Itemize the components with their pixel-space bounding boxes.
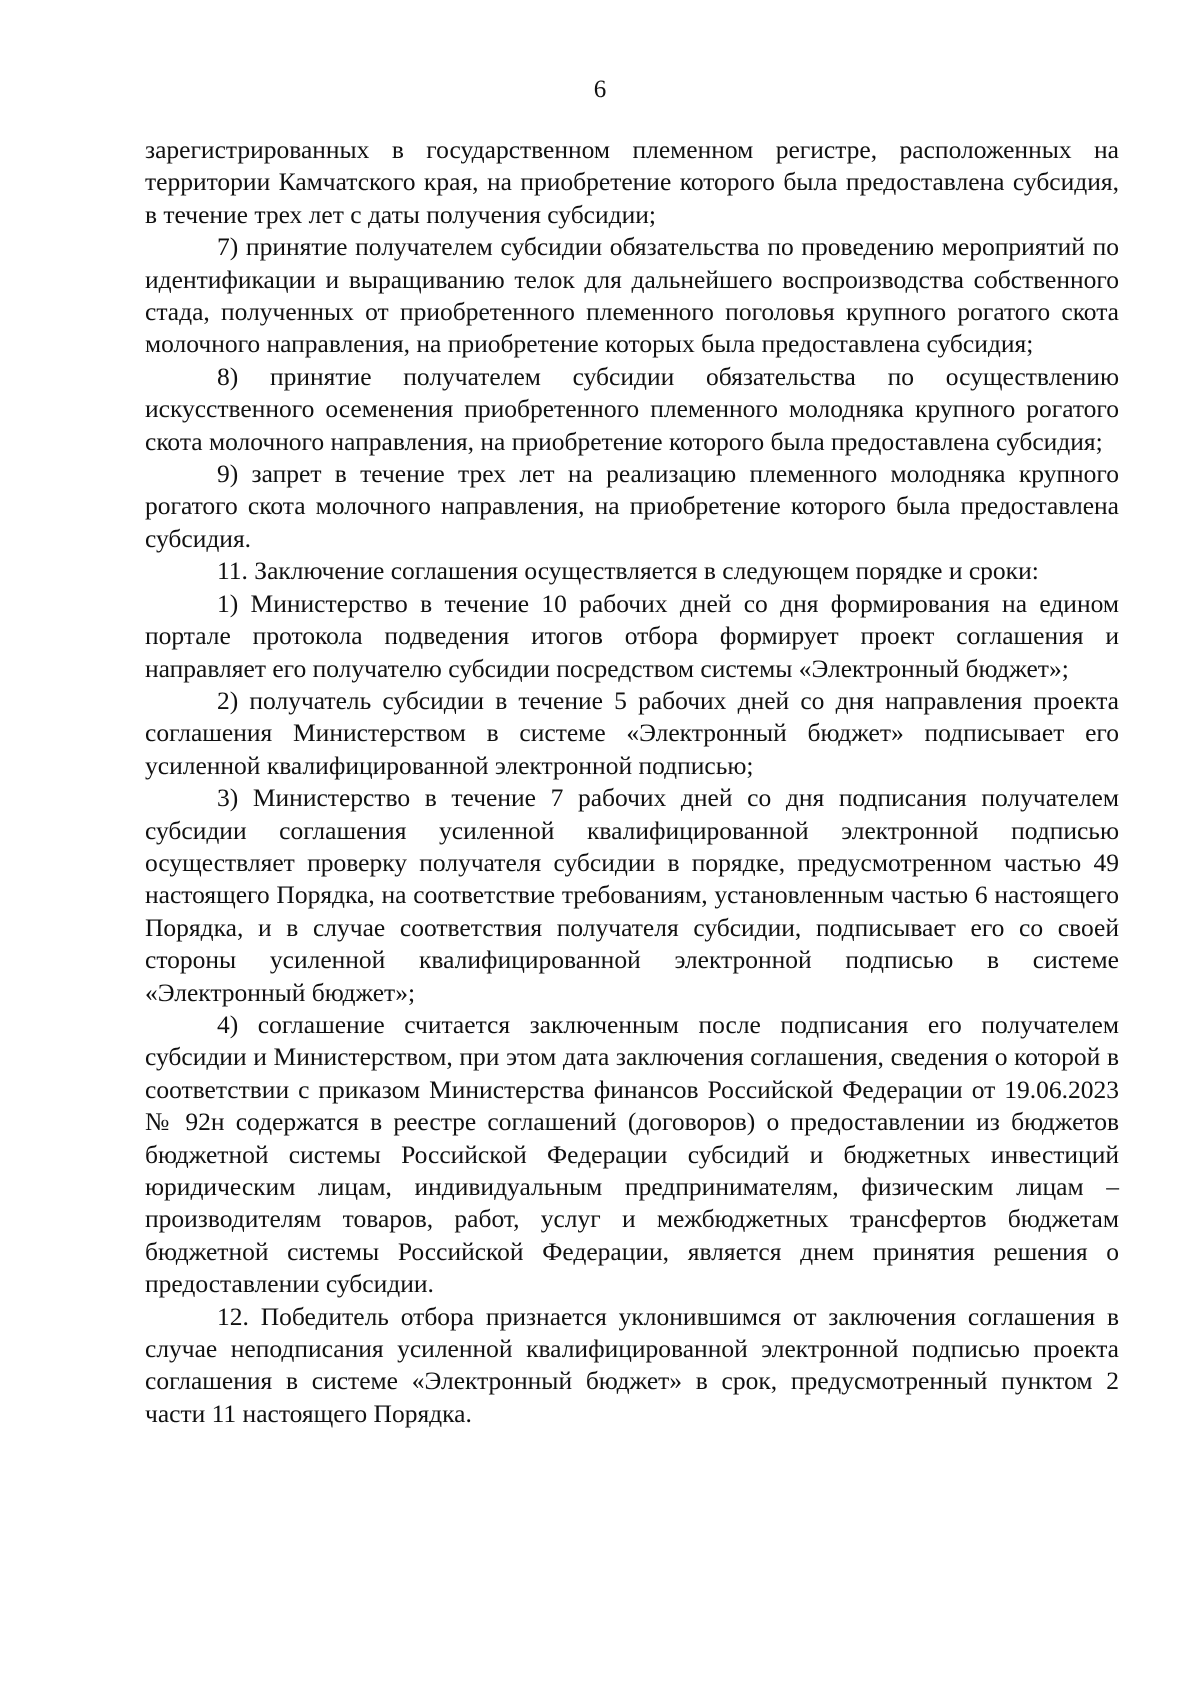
paragraph-item-9: 9) запрет в течение трех лет на реализацию племенного молодняка крупного рогатого скота молочного направления, на приобретение которого была предоставлена субсидия. xyxy=(145,459,1119,553)
paragraph-section-11-item-1: 1) Министерство в течение 10 рабочих дней со дня формирования на едином портале протокола подведения итогов отбора формирует проект соглашения и направляет его получателю субсидии посредством системы «Электронный бюджет»; xyxy=(145,588,1119,683)
paragraph-section-11-item-4: 4) соглашение считается заключенным после подписания его получателем субсидии и Министерством, при этом дата заключения соглашения, сведения о которой в соответствии с приказом Министерства финансов Российской Федерации от 19.06.2023 № 92н содержатся в реестре соглашений (договоров) о предоставлении из бюджетов бюджетной системы Российской Федерации субсидий и бюджетных инвестиций юридическим лицам, индивидуальным предпринимателям, физическим лицам – производителям товаров, работ, услуг и межбюджетных трансфертов бюджетам бюджетной системы Российской Федерации, является днем принятия решения о предоставлении субсидии. xyxy=(145,1009,1119,1299)
page-number: 6 xyxy=(593,76,607,103)
paragraph-section-12: 12. Победитель отбора признается уклонившимся от заключения соглашения в случае неподписания усиленной квалифицированной электронной подписью проекта соглашения в системе «Электронный бюджет» в срок, предусмотренный пунктом 2 части 11 настоящего Порядка. xyxy=(145,1301,1119,1428)
paragraph-item-8: 8) принятие получателем субсидии обязательства по осуществлению искусственного осеменения приобретенного племенного молодняка крупного рогатого скота молочного направления, на приобретение которого была предоставлена субсидия; xyxy=(145,361,1119,456)
paragraph-item-7: 7) принятие получателем субсидии обязательства по проведению мероприятий по идентификации и выращиванию телок для дальнейшего воспроизводства собственного стада, полученных от приобретенного племенного поголовья крупного рогатого скота молочного направления, на приобретение которых была предоставлена субсидия; xyxy=(145,232,1119,359)
document-body xyxy=(145,134,1119,1430)
paragraph-section-11-item-2: 2) получатель субсидии в течение 5 рабочих дней со дня направления проекта соглашения Министерством в системе «Электронный бюджет» подписывает его усиленной квалифицированной электронной подписью; xyxy=(145,685,1119,780)
paragraph-section-11-item-3: 3) Министерство в течение 7 рабочих дней со дня подписания получателем субсидии соглашения усиленной квалифицированной электронной подписью осуществляет проверку получателя субсидии в порядке, предусмотренном частью 49 настоящего Порядка, на соответствие требованиям, установленным частью 6 настоящего Порядка, и в случае соответствия получателя субсидии, подписывает его со своей стороны усиленной квалифицированной электронной подписью в системе «Электронный бюджет»; xyxy=(145,783,1119,1007)
paragraph-section-11: 11. Заключение соглашения осуществляется в следующем порядке и сроки: xyxy=(217,556,1039,586)
paragraph-continuation: зарегистрированных в государственном племенном регистре, расположенных на территории Камчатского края, на приобретение которого была предоставлена субсидия, в течение трех лет с даты получения субсидии; xyxy=(145,135,1119,229)
